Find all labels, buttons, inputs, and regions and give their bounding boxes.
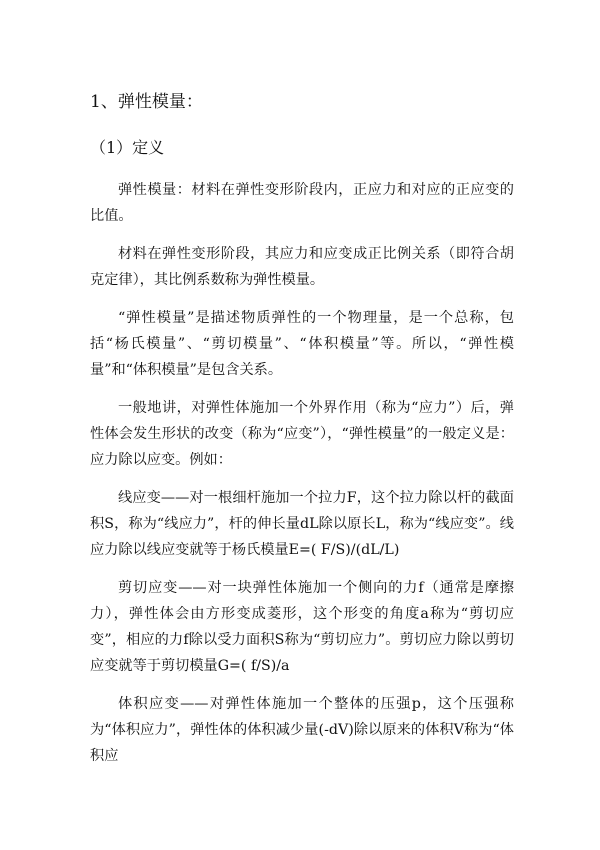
subsection-title: （1）定义 [90,138,165,157]
section-title: 1、弹性模量： [90,92,203,112]
paragraph-hooke-law: 材料在弹性变形阶段，其应力和应变成正比例关系（即符合胡克定律），其比例系数称为弹性模量。 [90,246,514,288]
paragraph-shear-strain: 剪切应变——对一块弹性体施加一个侧向的力f（通常是摩擦力），弹性体会由方形变成菱形，这个形变的角度a称为“剪切应变”，相应的力f除以受力面积S称为“剪切应力”。剪切应力除以剪切应变就等于剪切模量G=( f/S)/a [90,580,514,674]
paragraph-stress-strain: 一般地讲，对弹性体施加一个外界作用（称为“应力”）后，弹性体会发生形状的改变（称为“应变”），“弹性模量”的一般定义是：应力除以应变。例如： [90,400,514,468]
document-body [90,177,514,781]
paragraph-definition: 弹性模量：材料在弹性变形阶段内，正应力和对应的正应变的比值。 [90,182,514,224]
paragraph-volume-strain: 体积应变——对弹性体施加一个整体的压强p，这个压强称为“体积应力”，弹性体的体积减少量(-dV)除以原来的体积V称为“体积应 [90,696,514,764]
paragraph-general-term: “弹性模量”是描述物质弹性的一个物理量，是一个总称，包括“杨氏模量”、“剪切模量”、“体积模量”等。所以，“弹性模量”和“体积模量”是包含关系。 [90,310,514,378]
paragraph-linear-strain: 线应变——对一根细杆施加一个拉力F，这个拉力除以杆的截面积S，称为“线应力”，杆的伸长量dL除以原长L，称为“线应变”。线应力除以线应变就等于杨氏模量E=( F/S)/(dL/L) [90,490,514,558]
